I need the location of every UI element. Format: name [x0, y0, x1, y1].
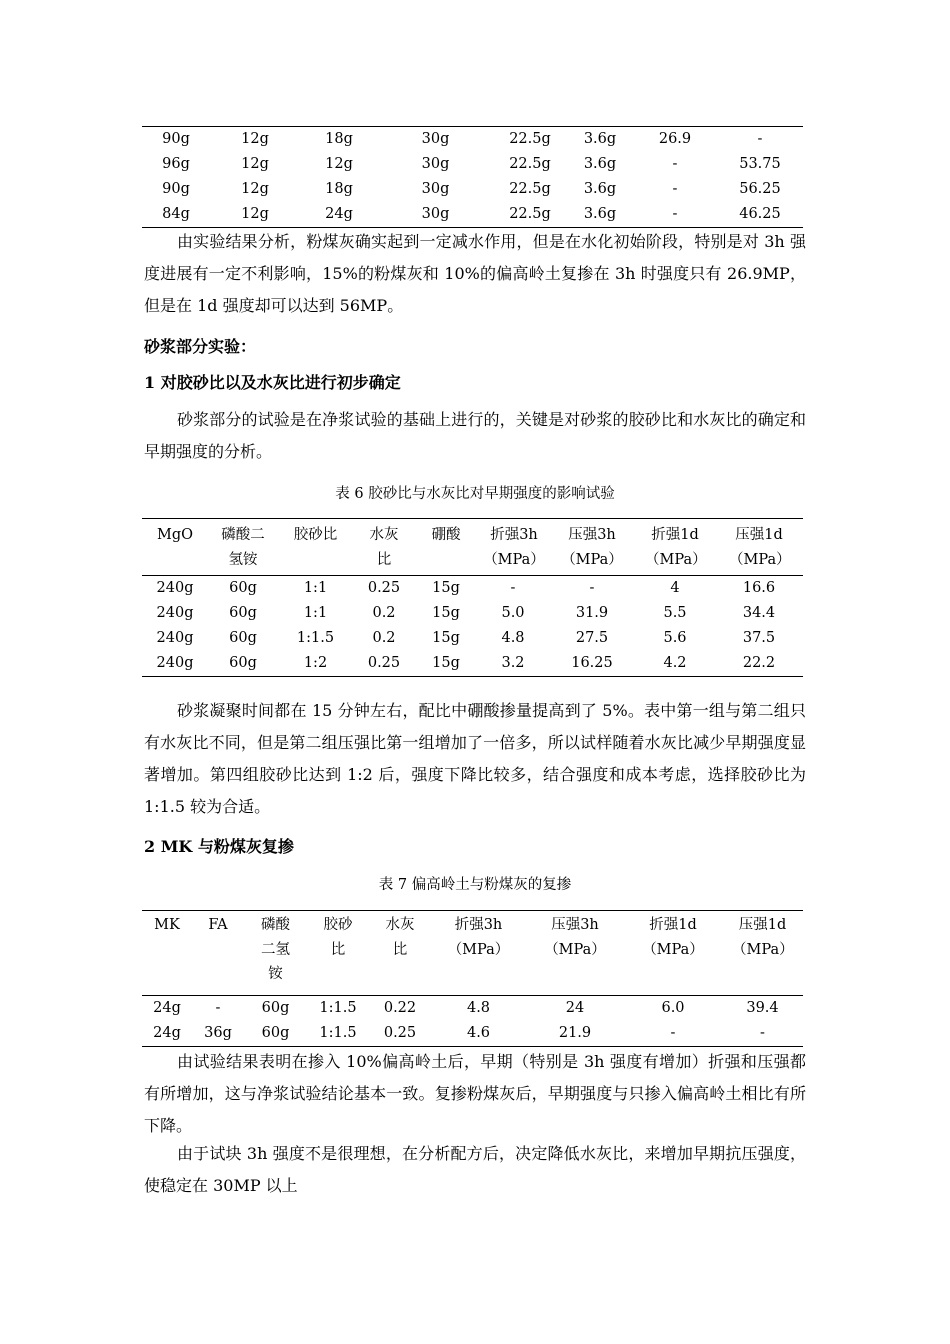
- table-cell: 240g: [156, 605, 194, 621]
- table-cell: 24: [565, 999, 585, 1016]
- subsection-heading-2: 2 MK 与粉煤灰复掺: [144, 837, 294, 856]
- table-row: [142, 1021, 803, 1047]
- table-6: [142, 518, 803, 677]
- table-cell: 3.6g: [583, 206, 617, 222]
- table-header-cell: 硼酸: [415, 519, 477, 576]
- table-cell: 12g: [241, 206, 269, 222]
- paragraph-fly-ash-analysis: 由实验结果分析，粉煤灰确实起到一定减水作用，但是在水化初始阶段，特别是对 3h 强度进展有一定不利影响，15%的粉煤灰和 10%的偏高岭土复掺在 3h 时强度只有 26.9MP，但是在 1d 强度却可以达到 56MP。: [144, 232, 806, 315]
- table-header-cell: 压强3h（MPa）: [526, 911, 624, 996]
- table-cell: -: [757, 131, 763, 147]
- table-cell: -: [510, 580, 516, 596]
- section-heading-mortar: 砂浆部分实验：: [144, 337, 257, 356]
- table-cell: 1:1.5: [319, 1024, 357, 1041]
- table-header-row: [142, 911, 803, 996]
- table6-caption: 表 6 胶砂比与水灰比对早期强度的影响试验: [335, 486, 615, 502]
- table-cell: 24g: [153, 1024, 181, 1041]
- table-cell: 34.4: [742, 605, 776, 621]
- table-cell: 39.4: [746, 999, 779, 1016]
- table-row: [142, 995, 803, 1021]
- table-cell: 15g: [432, 605, 460, 621]
- table-cell: 240g: [156, 655, 194, 671]
- table-cell: 60g: [261, 999, 290, 1016]
- table-cell: 24g: [153, 999, 181, 1016]
- table-cell: -: [672, 206, 678, 222]
- table-cell: 16.6: [742, 580, 776, 596]
- paragraph-table6-analysis: 砂浆凝聚时间都在 15 分钟左右，配比中硼酸掺量提高到了 5%。表中第一组与第二组只有水灰比不同，但是第二组压强比第一组增加了一倍多，所以试样随着水灰比减少早期强度显著增加。第四组胶砂比达到 1:2 后，强度下降比较多，结合强度和成本考虑，选择胶砂比为 1:1.5 较为合适。: [144, 701, 806, 816]
- table-cell: -: [215, 999, 221, 1016]
- table-cell: 84g: [162, 206, 190, 222]
- table-cell: 30g: [421, 131, 450, 147]
- table-cell: 3.6g: [583, 181, 617, 197]
- table-cell: 12g: [241, 181, 269, 197]
- table-header-cell: FA: [192, 911, 244, 996]
- table-cell: 46.25: [739, 206, 781, 222]
- table-header-cell: 水灰比: [353, 519, 415, 576]
- table-header-cell: 折强3h（MPa）: [477, 519, 549, 576]
- table-cell: 15g: [432, 630, 460, 646]
- table-cell: 4.8: [466, 999, 491, 1016]
- table-cell: 30g: [421, 206, 450, 222]
- table-cell: 1:1: [303, 605, 328, 621]
- table-cell: -: [760, 1024, 765, 1041]
- table-cell: 53.75: [739, 156, 781, 172]
- table-row: [142, 152, 803, 177]
- table-cell: 0.2: [372, 605, 396, 621]
- table-cell: 12g: [325, 156, 353, 172]
- table7-caption: 表 7 偏高岭土与粉煤灰的复掺: [378, 877, 572, 893]
- table-cell: 1:1: [303, 580, 328, 596]
- table-cell: 26.9: [658, 131, 692, 147]
- table-cell: 4.6: [466, 1024, 491, 1041]
- table-row: [142, 127, 803, 152]
- paragraph-table7-analysis: 由试验结果表明在掺入 10%偏高岭土后，早期（特别是 3h 强度有增加）折强和压强都有所增加，这与净浆试验结论基本一致。复掺粉煤灰后，早期强度与只掺入偏高岭土相比有所下降。: [144, 1052, 806, 1135]
- table-cell: 16.25: [571, 655, 613, 671]
- table-cell: 4: [670, 580, 680, 596]
- table-cell: 22.5g: [509, 131, 551, 147]
- table-cell: 27.5: [575, 630, 609, 646]
- table-cell: 3.6g: [583, 131, 617, 147]
- table-cell: 60g: [229, 580, 257, 596]
- table-cell: -: [672, 181, 678, 197]
- table-header-cell: 折强1d（MPa）: [624, 911, 722, 996]
- subsection-heading-1: 1 对胶砂比以及水灰比进行初步确定: [144, 373, 401, 392]
- table-cell: 22.2: [742, 655, 776, 671]
- table-header-row: [142, 519, 803, 576]
- table-cell: 12g: [241, 156, 269, 172]
- paragraph-mortar-intro: 砂浆部分的试验是在净浆试验的基础上进行的，关键是对砂浆的胶砂比和水灰比的确定和早期强度的分析。: [144, 410, 806, 461]
- table-row: [142, 177, 803, 202]
- table-cell: 18g: [325, 131, 353, 147]
- table-cell: 22.5g: [509, 181, 551, 197]
- table-cell: 24g: [325, 206, 353, 222]
- table-cell: 3.6g: [583, 156, 617, 172]
- table-cell: 21.9: [558, 1024, 592, 1041]
- table-header-cell: 压强1d（MPa）: [715, 519, 803, 576]
- table-cell: -: [672, 156, 678, 172]
- table-cell: 96g: [162, 156, 190, 172]
- table-cell: 0.22: [383, 999, 417, 1016]
- table-row: [142, 626, 803, 651]
- table-cell: 60g: [229, 605, 257, 621]
- table-cell: 31.9: [575, 605, 609, 621]
- table-cell: 30g: [421, 156, 450, 172]
- table-row: [142, 601, 803, 626]
- table-cell: 22.5g: [509, 156, 551, 172]
- table-header-cell: 压强3h（MPa）: [549, 519, 635, 576]
- table-cell: -: [670, 1024, 676, 1041]
- table-cell: 15g: [432, 655, 460, 671]
- table-cell: 4.2: [663, 655, 687, 671]
- table-cell: 0.25: [367, 580, 401, 596]
- table-header-cell: MK: [142, 911, 192, 996]
- table-cell: 1:1.5: [296, 630, 335, 646]
- table-header-cell: 折强1d（MPa）: [635, 519, 715, 576]
- table-header-cell: 磷酸二氢铵: [244, 911, 307, 996]
- table-cell: 5.0: [501, 605, 525, 621]
- table-header-cell: 胶砂比: [307, 911, 369, 996]
- table-cell: 240g: [156, 630, 194, 646]
- table-cell: 15g: [432, 580, 460, 596]
- table-cell: 60g: [229, 630, 257, 646]
- table-row: [142, 651, 803, 677]
- table-cell: 0.25: [383, 1024, 417, 1041]
- table-cell: 18g: [325, 181, 353, 197]
- table-cell: 240g: [156, 580, 194, 596]
- table-row: [142, 576, 803, 602]
- table-header-cell: 折强3h（MPa）: [431, 911, 526, 996]
- table-cell: 60g: [229, 655, 257, 671]
- paragraph-conclusion: 由于试块 3h 强度不是很理想，在分析配方后，决定降低水灰比，来增加早期抗压强度，使稳定在 30MP 以上: [144, 1144, 806, 1195]
- table-cell: 0.25: [367, 655, 401, 671]
- table-cell: 1:2: [303, 655, 328, 671]
- table-cell: 4.8: [501, 630, 525, 646]
- table-header-cell: 胶砂比: [278, 519, 353, 576]
- table-cell: 37.5: [742, 630, 776, 646]
- table-cell: 22.5g: [509, 206, 551, 222]
- table-cell: 12g: [241, 131, 269, 147]
- table-cell: 5.6: [663, 630, 687, 646]
- table-cell: 6.0: [661, 999, 685, 1016]
- mix-table-continued: [142, 126, 803, 228]
- table-header-cell: 磷酸二氢铵: [208, 519, 278, 576]
- table-header-cell: 水灰比: [369, 911, 431, 996]
- table-cell: 30g: [421, 181, 450, 197]
- table-cell: 3.2: [501, 655, 525, 671]
- table-cell: 60g: [261, 1024, 290, 1041]
- table-cell: 56.25: [739, 181, 781, 197]
- table-cell: -: [589, 580, 595, 596]
- table-cell: 90g: [162, 181, 190, 197]
- table-row: [142, 202, 803, 228]
- table-cell: 1:1.5: [319, 999, 357, 1016]
- table-cell: 36g: [204, 1024, 232, 1041]
- table-7: [142, 910, 803, 1047]
- table-cell: 5.5: [663, 605, 687, 621]
- table-header-cell: 压强1d（MPa）: [722, 911, 803, 996]
- table-cell: 90g: [162, 131, 190, 147]
- table-header-cell: MgO: [142, 519, 208, 576]
- table-cell: 0.2: [372, 630, 396, 646]
